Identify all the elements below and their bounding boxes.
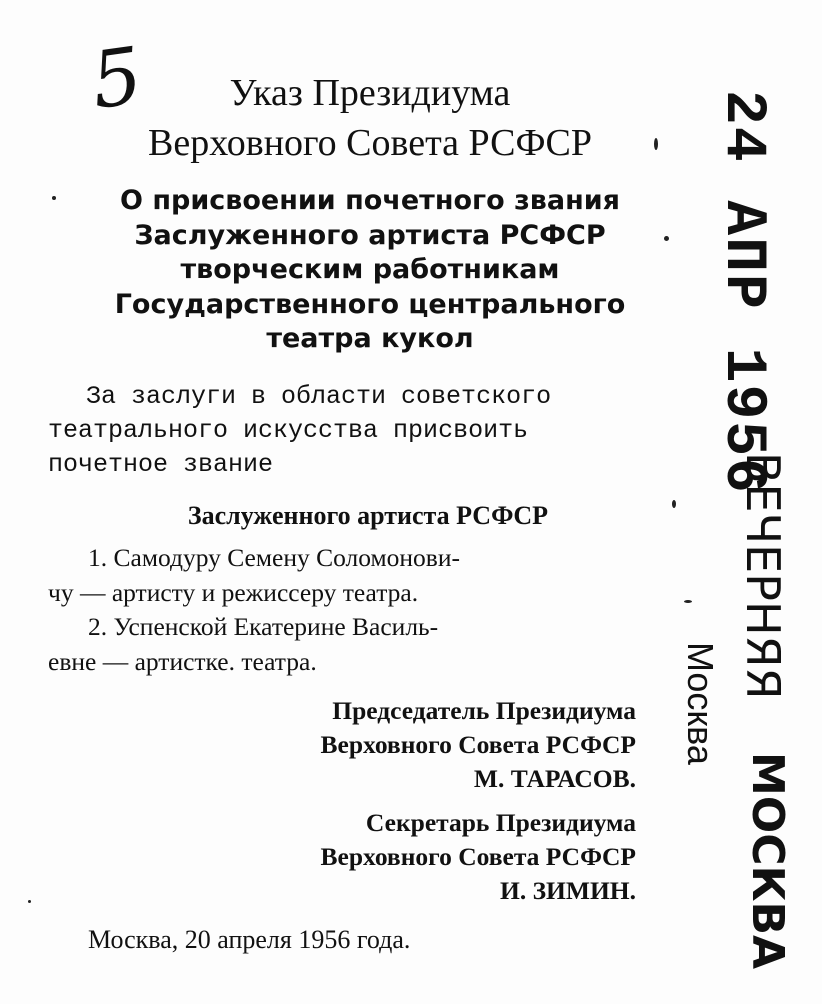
subject-line-1: О присвоении почетного звания xyxy=(120,185,620,216)
print-speck xyxy=(664,236,669,241)
print-speck xyxy=(28,900,31,903)
print-speck xyxy=(52,196,56,200)
signature-title: Секретарь Президиума xyxy=(365,808,636,837)
awardee-line-4: евне — артистке. театра. xyxy=(48,646,317,676)
award-title: Заслуженного артиста РСФСР xyxy=(187,501,549,530)
signature-body: Верховного Совета РСФСР xyxy=(320,842,636,871)
signature-title: Председатель Президиума xyxy=(332,696,636,725)
decree-title xyxy=(50,68,690,168)
place-date: Москва, 20 апреля 1956 года. xyxy=(88,925,411,954)
date-stamp: 24 АПР 1956 xyxy=(710,90,775,495)
subject-line-3: творческим работникам xyxy=(180,254,560,285)
subject-line-4: Государственного центрального xyxy=(114,288,626,320)
handwritten-number: 5 xyxy=(85,30,148,128)
newspaper-stamp: ВЕЧЕРНЯЯ xyxy=(736,452,790,700)
awardee-line-3: 2. Успенской Екатерине Василь- xyxy=(88,612,439,641)
print-speck xyxy=(672,500,676,508)
preamble-line-3: почетное звание xyxy=(48,450,274,479)
print-speck xyxy=(684,600,692,603)
subject-line-2: Заслуженного артиста РСФСР xyxy=(134,219,606,251)
preamble-line-2: театрального искусства присвоить xyxy=(48,416,529,445)
decree-title-line-1: Указ Президиума xyxy=(229,72,511,114)
awardees-list xyxy=(48,541,673,679)
signature-name: И. ЗИМИН. xyxy=(500,876,636,905)
print-speck xyxy=(654,138,658,150)
signature-chairman xyxy=(321,694,636,796)
signature-secretary xyxy=(321,806,636,908)
awardee-line-2: чу — артисту и режиссеру театра. xyxy=(48,577,419,607)
city-stamp-light: Москва xyxy=(680,642,721,765)
preamble-line-1: За заслуги в области советского xyxy=(86,382,552,411)
decree-subject xyxy=(50,184,690,357)
subject-line-5: театра кукол xyxy=(266,323,474,354)
awardee-line-1: 1. Самодуру Семену Соломонови- xyxy=(88,543,460,572)
city-stamp-bold: МОСКВА xyxy=(742,752,793,970)
decree-title-line-2: Верховного Совета РСФСР xyxy=(148,122,592,164)
preamble xyxy=(48,380,668,482)
signature-name: М. ТАРАСОВ. xyxy=(473,764,636,793)
signature-body: Верховного Совета РСФСР xyxy=(320,730,636,759)
